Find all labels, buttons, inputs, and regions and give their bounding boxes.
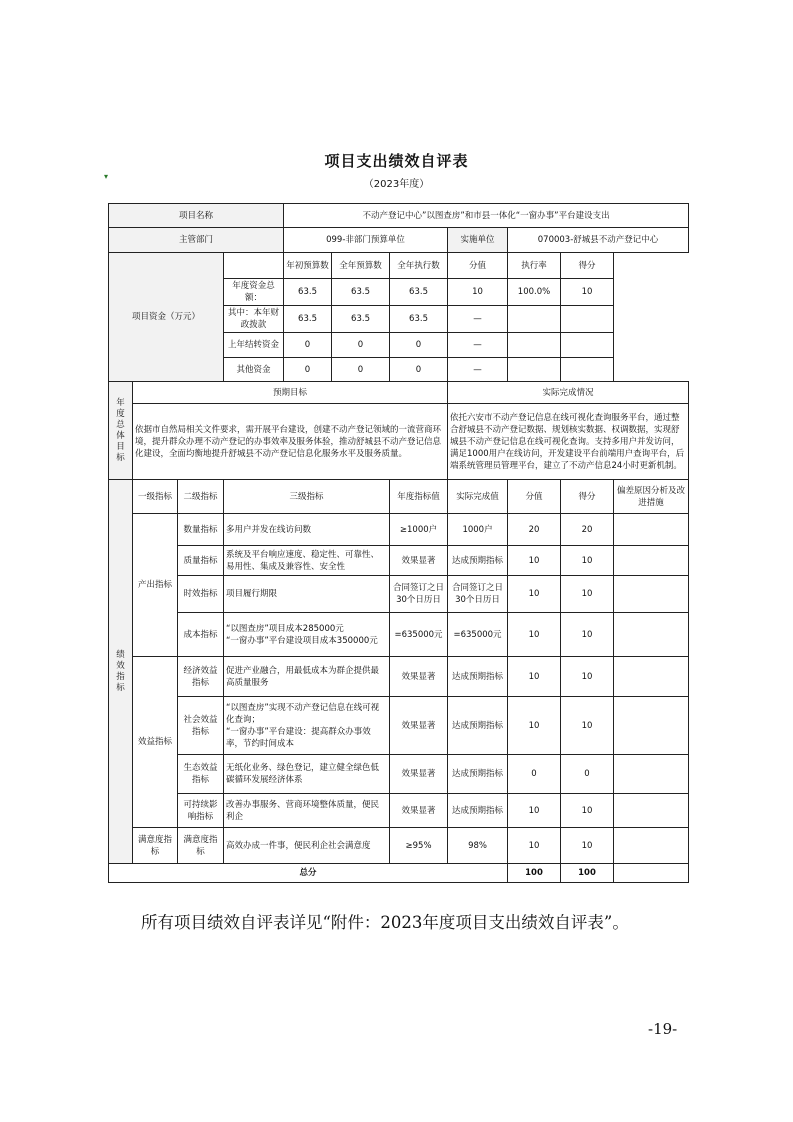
perf-target: =635000元 <box>390 613 448 657</box>
actual-goal-header: 实际完成情况 <box>448 382 689 404</box>
perf-target: ≥95% <box>390 828 448 864</box>
perf-actual: 达成预期指标 <box>448 697 508 755</box>
funds-cell <box>561 333 614 358</box>
perf-got: 10 <box>561 657 614 697</box>
perf-target: 效果显著 <box>390 794 448 828</box>
project-name-label: 项目名称 <box>109 204 284 228</box>
perf-actual: 1000户 <box>448 514 508 546</box>
perf-level3: “以图查房”实现不动产登记信息在线可视化查询； “一窗办事”平台建设：提高群众办事效率，节约时间成本 <box>224 697 390 755</box>
perf-row <box>109 514 689 546</box>
perf-reason <box>614 755 689 794</box>
perf-level3: 促进产业融合，用最低成本为群企提供最高质量服务 <box>224 657 390 697</box>
perf-level2: 生态效益指标 <box>178 755 224 794</box>
funds-cell: 0 <box>390 333 448 358</box>
funds-row-name: 年度资金总额： <box>224 279 284 306</box>
funds-header: 全年执行数 <box>390 253 448 279</box>
perf-reason <box>614 546 689 576</box>
perf-got: 10 <box>561 576 614 613</box>
perf-level3: 系统及平台响应速度、稳定性、可靠性、易用性、集成及兼容性、安全性 <box>224 546 390 576</box>
funds-cell: 63.5 <box>390 306 448 333</box>
project-name-value: 不动产登记中心”以图查房”和市县一体化“一窗办事”平台建设支出 <box>284 204 689 228</box>
perf-actual: 合同签订之日30个日历日 <box>448 576 508 613</box>
perf-actual: 达成预期指标 <box>448 755 508 794</box>
funds-cell: 63.5 <box>390 279 448 306</box>
perf-header: 年度指标值 <box>390 480 448 514</box>
funds-cell <box>561 306 614 333</box>
funds-label: 项目资金（万元） <box>109 253 224 382</box>
funds-row-name: 其他资金 <box>224 358 284 382</box>
funds-header: 全年预算数 <box>332 253 390 279</box>
perf-row <box>109 794 689 828</box>
funds-cell: 0 <box>332 358 390 382</box>
perf-target: 效果显著 <box>390 657 448 697</box>
perf-level3: 多用户并发在线访问数 <box>224 514 390 546</box>
total-score: 100 <box>508 864 561 883</box>
funds-cell: 63.5 <box>332 279 390 306</box>
funds-cell: 0 <box>390 358 448 382</box>
perf-header-level3: 三级指标 <box>224 480 390 514</box>
perf-got: 10 <box>561 697 614 755</box>
perf-target: 效果显著 <box>390 546 448 576</box>
perf-level3: “以图查房”项目成本285000元 “一窗办事”平台建设项目成本350000元 <box>224 613 390 657</box>
perf-header-level1: 一级指标 <box>133 480 178 514</box>
perf-header: 得分 <box>561 480 614 514</box>
perf-level2: 时效指标 <box>178 576 224 613</box>
perf-level3: 项目履行期限 <box>224 576 390 613</box>
impl-value: 070003-舒城县不动产登记中心 <box>508 228 689 253</box>
dept-value: 099-非部门预算单位 <box>284 228 448 253</box>
impl-label: 实施单位 <box>448 228 508 253</box>
goals-label: 年 度 总 体 目 标 <box>109 382 133 480</box>
total-label: 总分 <box>109 864 508 883</box>
perf-reason <box>614 613 689 657</box>
perf-score: 10 <box>508 697 561 755</box>
funds-cell: 63.5 <box>284 306 332 333</box>
expected-goal-header: 预期目标 <box>133 382 448 404</box>
perf-row <box>109 657 689 697</box>
funds-row-name: 上年结转资金 <box>224 333 284 358</box>
performance-table <box>108 203 689 883</box>
perf-actual: 达成预期指标 <box>448 657 508 697</box>
perf-reason <box>614 576 689 613</box>
funds-cell: 10 <box>561 279 614 306</box>
perf-actual: =635000元 <box>448 613 508 657</box>
perf-target: 效果显著 <box>390 697 448 755</box>
perf-score: 10 <box>508 576 561 613</box>
perf-score: 10 <box>508 613 561 657</box>
perf-level2: 质量指标 <box>178 546 224 576</box>
perf-reason <box>614 828 689 864</box>
corner-mark: ▾ <box>104 172 109 181</box>
actual-goal-text: 依托六安市不动产登记信息在线可视化查询服务平台，通过整合舒城县不动产登记数据、规划核实数据、权调数据，实现舒城县不动产登记信息在线可视化查询。支持多用户并发访问，满足1000用户在线访问，开发建设平台前端用户查询平台，后端系统管理员管理平台，建立了不动产信息24小时更新机制。 <box>448 404 689 480</box>
total-blank <box>614 864 689 883</box>
funds-cell <box>508 306 561 333</box>
funds-header: 分值 <box>448 253 508 279</box>
perf-header: 偏差原因分析及改进措施 <box>614 480 689 514</box>
funds-header: 得分 <box>561 253 614 279</box>
perf-level1: 满意度指标 <box>133 828 178 864</box>
total-got: 100 <box>561 864 614 883</box>
perf-level3: 高效办成一件事，便民利企社会满意度 <box>224 828 390 864</box>
perf-level2: 社会效益指标 <box>178 697 224 755</box>
page-number: -19- <box>648 1020 678 1038</box>
perf-row <box>109 546 689 576</box>
funds-cell <box>508 333 561 358</box>
perf-level3: 无纸化业务、绿色登记，建立健全绿色低碳循环发展经济体系 <box>224 755 390 794</box>
perf-score: 0 <box>508 755 561 794</box>
perf-level3: 改善办事服务、营商环境整体质量，便民利企 <box>224 794 390 828</box>
perf-score: 20 <box>508 514 561 546</box>
perf-level1: 效益指标 <box>133 657 178 828</box>
perf-header: 分值 <box>508 480 561 514</box>
perf-level2: 可持续影响指标 <box>178 794 224 828</box>
perf-reason <box>614 794 689 828</box>
perf-actual: 98% <box>448 828 508 864</box>
perf-level1: 产出指标 <box>133 514 178 657</box>
funds-header: 年初预算数 <box>284 253 332 279</box>
funds-header: 执行率 <box>508 253 561 279</box>
perf-level2: 成本指标 <box>178 613 224 657</box>
dept-label: 主管部门 <box>109 228 284 253</box>
perf-row <box>109 613 689 657</box>
funds-cell: 63.5 <box>284 279 332 306</box>
perf-level2: 满意度指标 <box>178 828 224 864</box>
funds-cell: 0 <box>284 358 332 382</box>
perf-label: 绩 效 指 标 <box>109 480 133 864</box>
perf-got: 20 <box>561 514 614 546</box>
perf-target: 合同签订之日30个日历日 <box>390 576 448 613</box>
perf-reason <box>614 697 689 755</box>
page-subtitle: （2023年度） <box>363 179 430 190</box>
funds-cell: 10 <box>448 279 508 306</box>
funds-cell <box>508 358 561 382</box>
funds-cell: 0 <box>332 333 390 358</box>
perf-actual: 达成预期指标 <box>448 794 508 828</box>
funds-cell: — <box>448 306 508 333</box>
perf-header-level2: 二级指标 <box>178 480 224 514</box>
funds-header-blank <box>224 253 284 279</box>
funds-cell: 63.5 <box>332 306 390 333</box>
funds-cell <box>561 358 614 382</box>
perf-level2: 数量指标 <box>178 514 224 546</box>
perf-score: 10 <box>508 546 561 576</box>
perf-score: 10 <box>508 794 561 828</box>
perf-level2: 经济效益指标 <box>178 657 224 697</box>
perf-row <box>109 576 689 613</box>
funds-cell: 0 <box>284 333 332 358</box>
perf-header: 实际完成值 <box>448 480 508 514</box>
perf-target: 效果显著 <box>390 755 448 794</box>
perf-score: 10 <box>508 828 561 864</box>
perf-got: 0 <box>561 755 614 794</box>
funds-cell: — <box>448 333 508 358</box>
perf-row <box>109 828 689 864</box>
perf-got: 10 <box>561 794 614 828</box>
perf-actual: 达成预期指标 <box>448 546 508 576</box>
perf-score: 10 <box>508 657 561 697</box>
page-title: 项目支出绩效自评表 <box>324 152 469 170</box>
perf-reason <box>614 657 689 697</box>
closing-note: 所有项目绩效自评表详见“附件：2023年度项目支出绩效自评表”。 <box>141 913 629 932</box>
funds-cell: — <box>448 358 508 382</box>
perf-target: ≥1000户 <box>390 514 448 546</box>
perf-got: 10 <box>561 828 614 864</box>
perf-got: 10 <box>561 546 614 576</box>
perf-row <box>109 755 689 794</box>
perf-got: 10 <box>561 613 614 657</box>
perf-row <box>109 697 689 755</box>
funds-row-name: 其中：本年财政拨款 <box>224 306 284 333</box>
funds-cell: 100.0% <box>508 279 561 306</box>
expected-goal-text: 依据市自然局相关文件要求，需开展平台建设，创建不动产登记领域的一流营商环境，提升群众办理不动产登记的办事效率及服务体验，推动舒城县不动产登记信息化建设，全面均衡地提升舒城县不动产登记信息化服务水平及服务质量。 <box>133 404 448 480</box>
perf-reason <box>614 514 689 546</box>
